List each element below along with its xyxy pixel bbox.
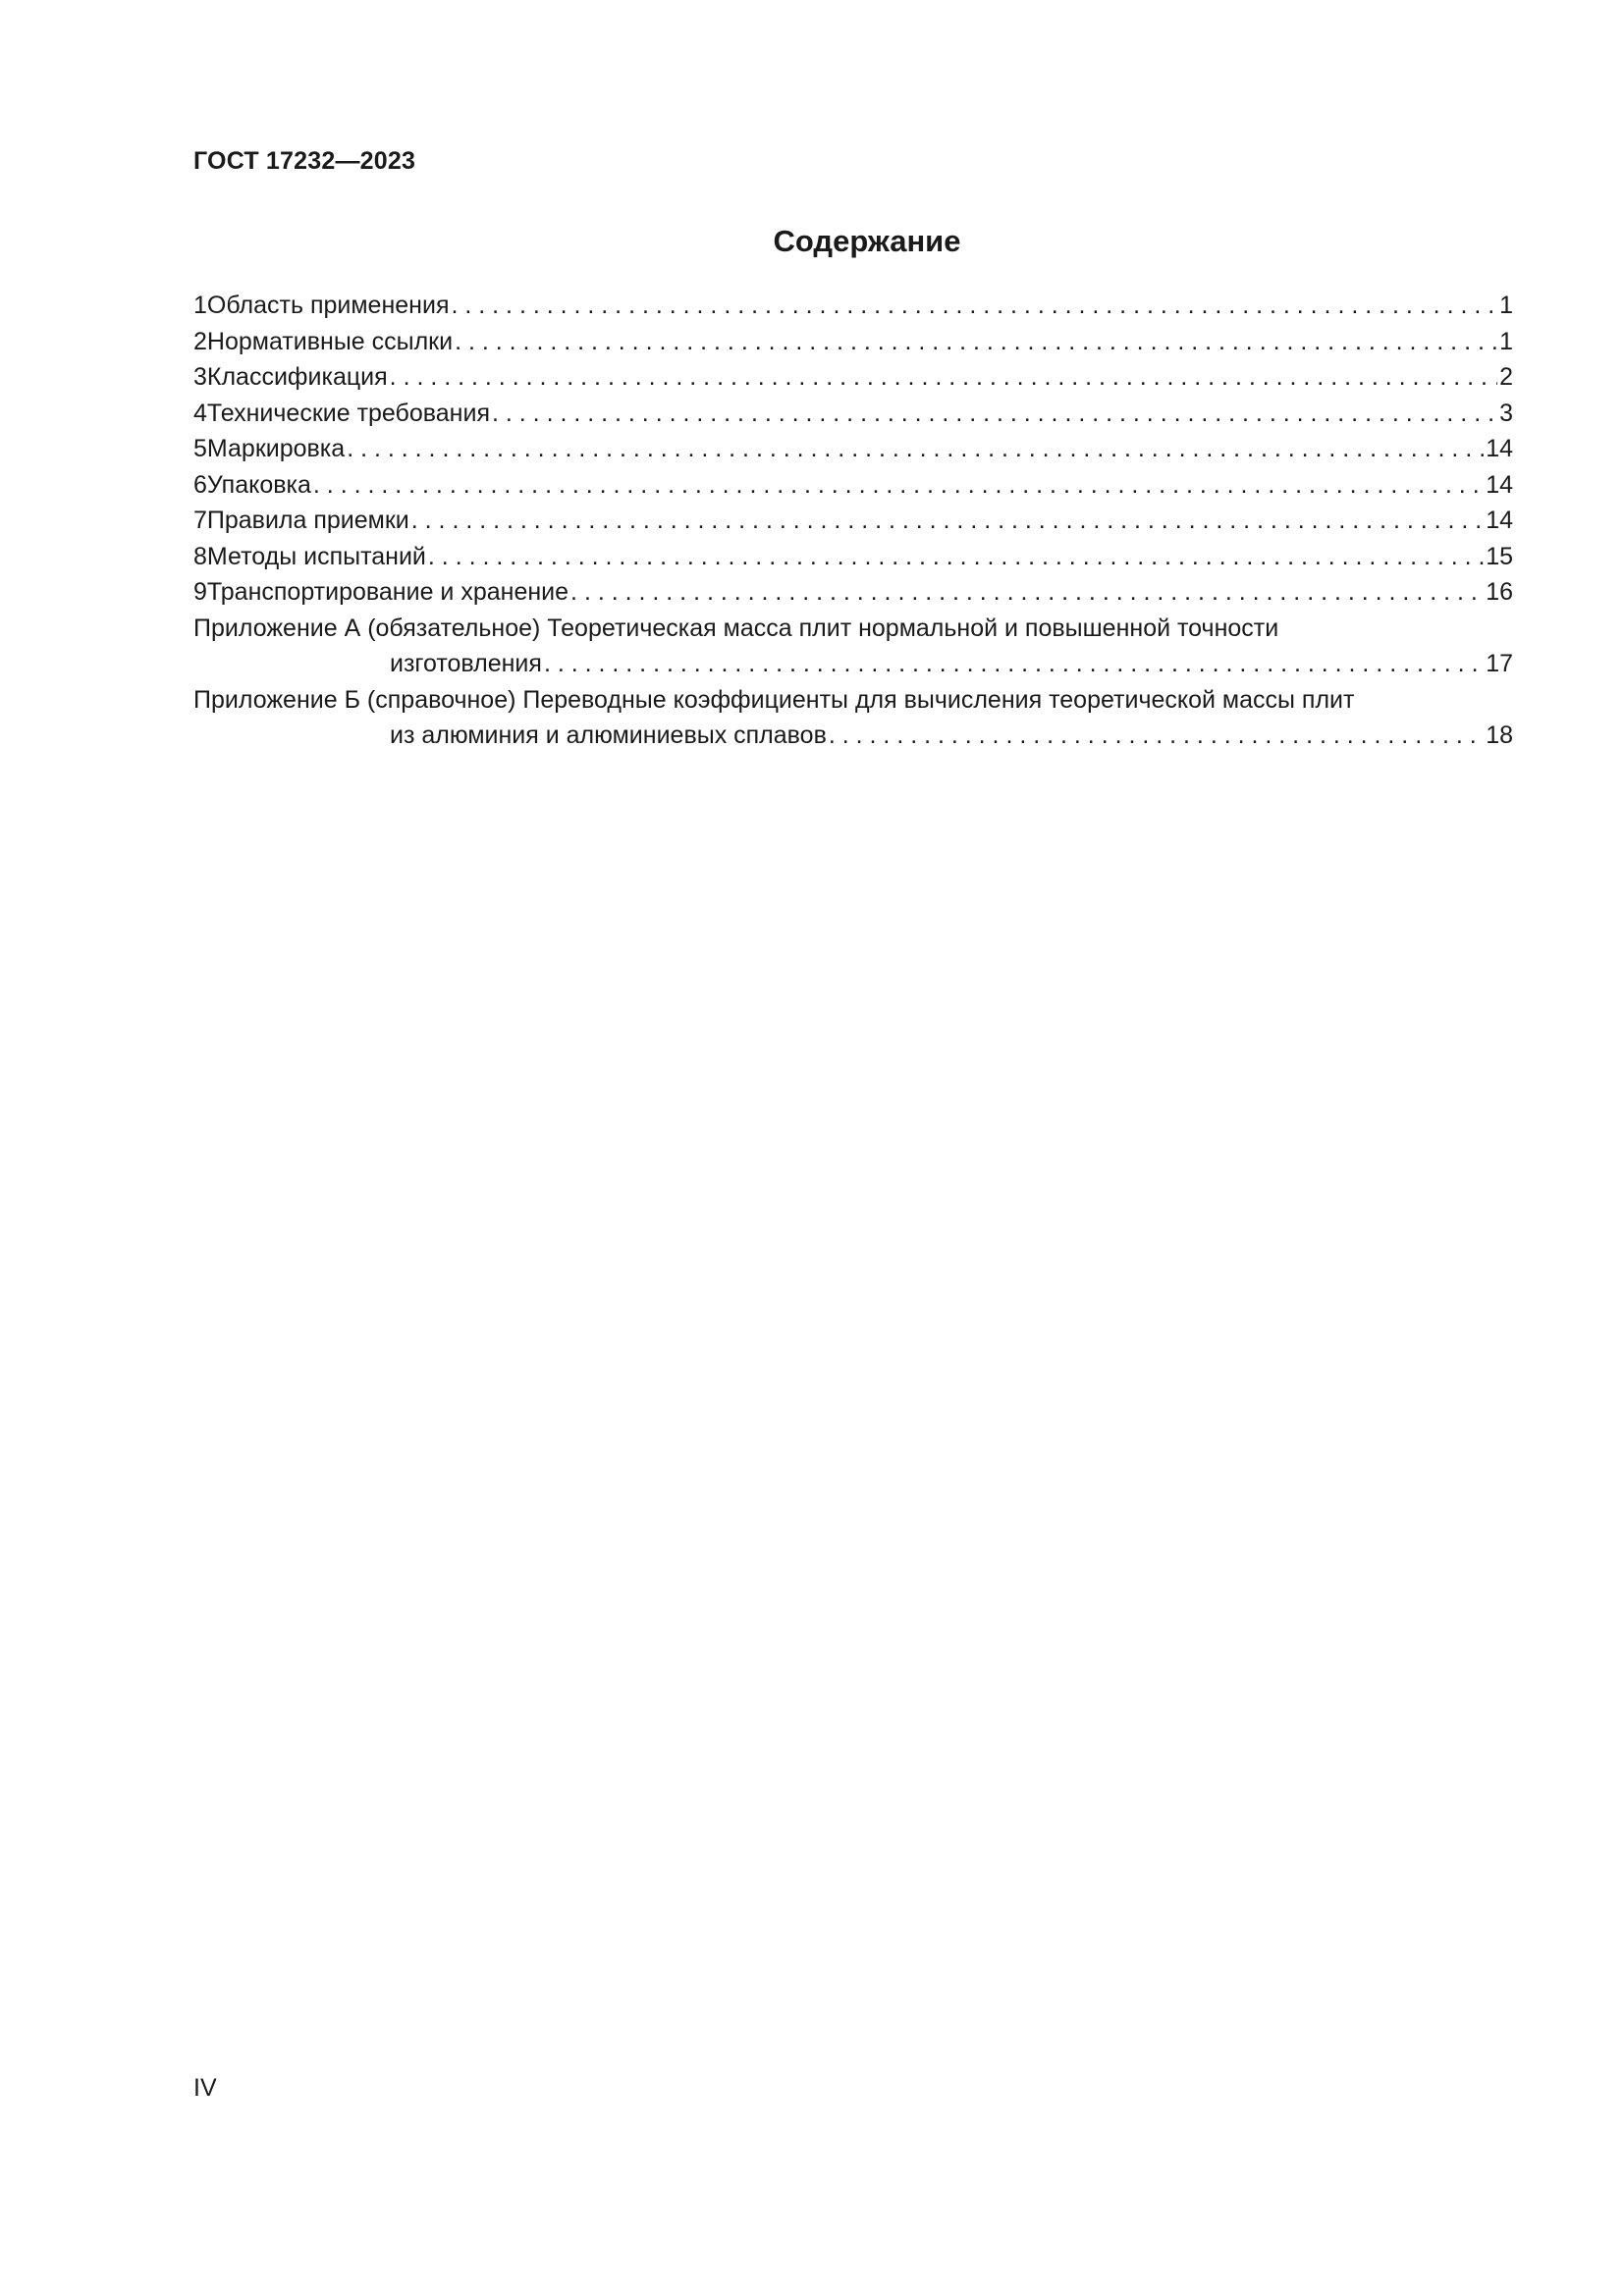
toc-entry-label: Технические требования	[206, 399, 490, 427]
toc-entry-label: Классификация	[206, 363, 388, 391]
toc-entry-number: 5	[193, 435, 207, 462]
dot-leader	[313, 467, 1484, 504]
toc-entry[interactable]	[193, 431, 1513, 467]
toc-entry-page: 14	[1486, 470, 1513, 499]
toc-entry-page: 16	[1486, 578, 1513, 606]
page-number: IV	[193, 2074, 217, 2102]
toc-entry[interactable]	[193, 396, 1513, 432]
dot-leader	[455, 324, 1497, 360]
dot-leader	[451, 288, 1497, 324]
toc-entry-number: 7	[193, 507, 207, 534]
appendix-title-continued: из алюминия и алюминиевых сплавов	[390, 721, 827, 749]
toc-entry-page: 1	[1499, 292, 1513, 319]
toc-entry-label: Упаковка	[206, 470, 311, 499]
toc-entry-label: Область применения	[206, 292, 450, 319]
appendix-title-continued: изготовления	[390, 650, 542, 677]
dot-leader	[570, 574, 1484, 611]
dot-leader	[829, 718, 1484, 754]
appendix-continuation	[193, 646, 1513, 682]
toc-entry-page: 14	[1486, 435, 1513, 462]
toc-entry-number: 2	[193, 327, 207, 355]
toc-entry-label: Нормативные ссылки	[206, 327, 454, 355]
toc-entry[interactable]	[193, 359, 1513, 396]
toc-entry-page: 15	[1486, 542, 1513, 570]
toc-entry-page: 18	[1486, 721, 1513, 749]
toc-entry-label: Правила приемки	[206, 507, 409, 534]
toc-title: Содержание	[773, 224, 961, 258]
toc-entry[interactable]	[193, 539, 1513, 575]
document-code: ГОСТ 17232—2023	[193, 147, 416, 175]
dot-leader	[390, 359, 1497, 396]
toc-entry[interactable]	[193, 288, 1513, 324]
toc-entry[interactable]	[193, 574, 1513, 611]
toc-entry-number: 1	[193, 292, 207, 319]
appendix-title: Приложение А (обязательное) Теоретическая масса плит нормальной и повышенной точности	[193, 614, 1279, 642]
dot-leader	[347, 431, 1484, 467]
toc-entry-label: Методы испытаний	[206, 542, 426, 570]
toc-entry-page: 17	[1486, 650, 1513, 677]
toc-entry[interactable]	[193, 503, 1513, 539]
toc-entry-number: 3	[193, 363, 207, 391]
table-of-contents	[193, 288, 1513, 754]
toc-appendix-entry[interactable]	[193, 611, 1513, 682]
toc-entry-page: 2	[1499, 363, 1513, 391]
toc-appendix-entry[interactable]	[193, 682, 1513, 754]
toc-entry[interactable]	[193, 467, 1513, 504]
dot-leader	[411, 503, 1484, 539]
toc-entry-page: 1	[1499, 327, 1513, 355]
dot-leader	[428, 539, 1484, 575]
toc-entry-number: 4	[193, 399, 207, 427]
toc-entry-number: 6	[193, 470, 207, 499]
toc-entry-number: 8	[193, 542, 207, 570]
dot-leader	[544, 646, 1484, 682]
toc-entry-label: Маркировка	[206, 435, 346, 462]
toc-entry[interactable]	[193, 324, 1513, 360]
toc-entry-page: 14	[1486, 507, 1513, 534]
dot-leader	[492, 396, 1497, 432]
toc-entry-number: 9	[193, 578, 207, 606]
appendix-title: Приложение Б (справочное) Переводные коэффициенты для вычисления теоретической массы плит	[193, 685, 1355, 714]
appendix-continuation	[193, 718, 1513, 754]
toc-entry-label: Транспортирование и хранение	[206, 578, 569, 606]
toc-entry-page: 3	[1499, 399, 1513, 427]
